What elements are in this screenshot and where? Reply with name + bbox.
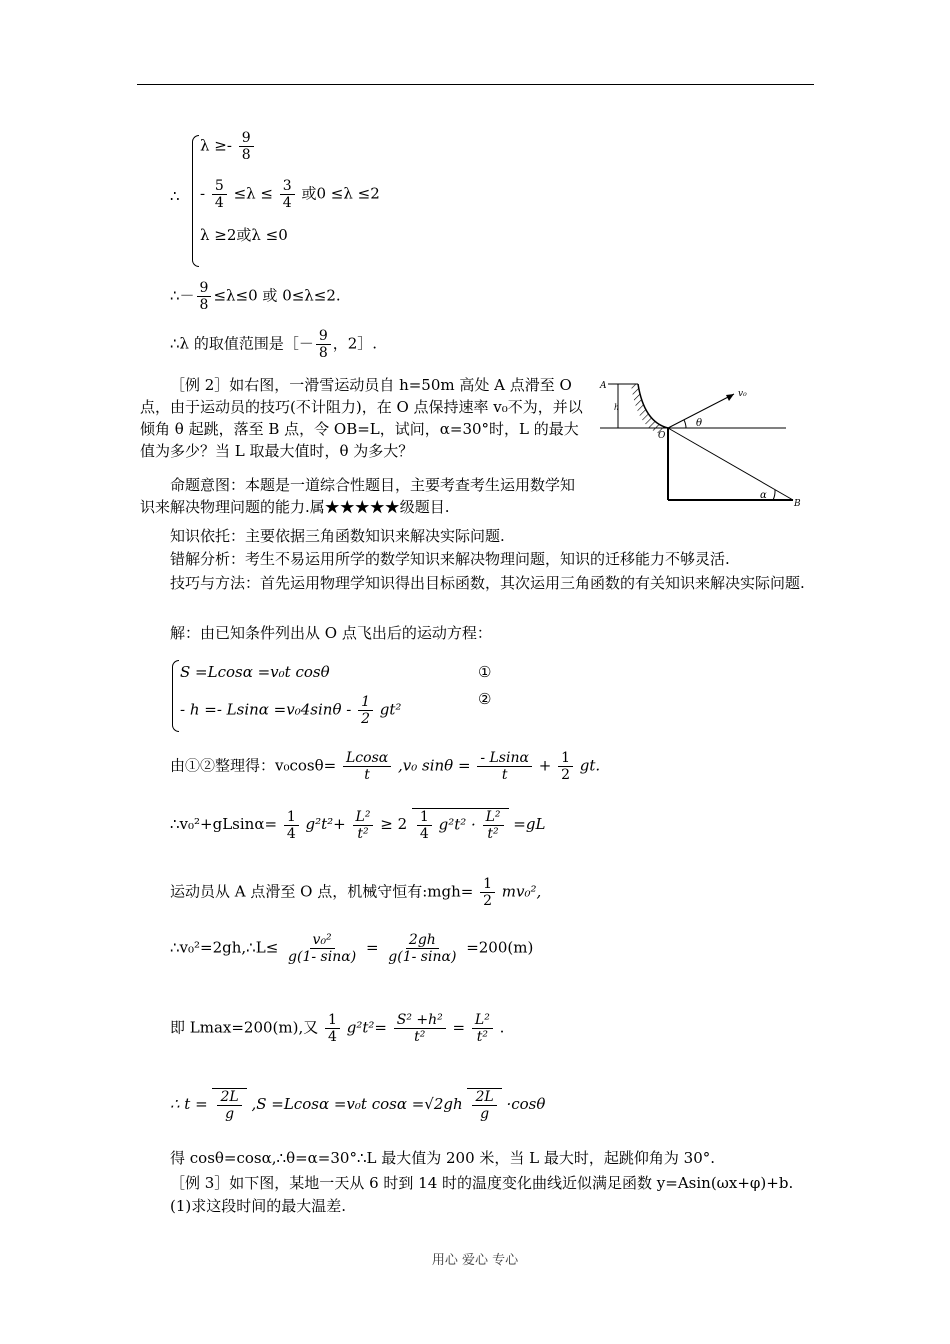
step-6: ∴ t = $\frac{2L}{g}$ ,S =Lcosα =v₀t cosα =√2gh $\frac{2L}{g}$ ·cosθ [170, 1089, 546, 1123]
system-line-2: - $\frac{5}{4}$ ≤λ ≤ $\frac{3}{4}$ 或0 ≤λ ≤2 [200, 178, 380, 212]
step-2: ∴v₀²+gLsinα= $\frac{1}{4}$ g²t²+ $\frac{\text{L²}}{\text{t²}}$ ≥ 2 $\frac{1}{4}$ g²t² · $\frac{\text{L²}}{\text{t²}}$ =gL [170, 808, 546, 843]
svg-text:h: h [614, 403, 620, 412]
step-3: 运动员从 A 点滑至 O 点，机械守恒有:mgh= $\frac{1}{2}$ mv₀², [170, 876, 542, 910]
svg-text:v₀: v₀ [738, 389, 747, 399]
equation-1: S =Lcosα =v₀t cosθ [180, 663, 330, 681]
step-1: 由①②整理得：v₀cosθ= $\frac{Lcos\alpha}{t}$ ,v₀ sinθ = $\frac{- Lsin\alpha}{t}$ + $\frac{1}{2}$ gt. [170, 750, 601, 784]
svg-text:A: A [600, 381, 607, 391]
result: 得 cosθ=cosα,∴θ=α=30°∴L 最大值为 200 米，当 L 最大时，起跳仰角为 30°. [170, 1149, 716, 1167]
svg-text:θ: θ [696, 418, 703, 429]
proposition-intent: 命题意图：本题是一道综合性题目，主要考查考生运用数学知识来解决物理问题的能力.属★★★★★级题目. [140, 476, 576, 516]
step-4: ∴v₀²=2gh,∴L≤ $\frac{\text{v₀²}}{g(1- \sin\alpha)}$ = $\frac{2gh}{g(1- \sin\alpha)}$ =200(m) [170, 932, 534, 966]
therefore-symbol: ∴ [170, 187, 180, 205]
conclusion-1: ∴－ $\frac{9}{8}$ ≤λ≤0 或 0≤λ≤2. [170, 280, 341, 314]
system-brace [192, 135, 199, 267]
conclusion-2: ∴λ 的取值范围是［－ $\frac{9}{8}$ ，2］. [170, 328, 378, 362]
system-line-3: λ ≥2或λ ≤0 [200, 226, 288, 244]
equation-1-mark: ① [478, 663, 492, 681]
svg-text:B: B [794, 499, 801, 509]
question-1: (1)求这段时间的最大温差. [170, 1197, 347, 1215]
example-3: ［例 3］如下图，某地一天从 6 时到 14 时的温度变化曲线近似满足函数 y=Asin(ωx+φ)+b. [170, 1174, 794, 1192]
step-5: 即 Lmax=200(m),又 $\frac{1}{4}$ g²t²= $\frac{\text{S² +h²}}{\text{t²}}$ = $\frac{\text{L²}}{\text{t²}}$ . [170, 1012, 505, 1046]
solution-intro: 解：由已知条件列出从 O 点飞出后的运动方程： [170, 624, 492, 642]
header-rule [137, 84, 814, 85]
svg-text:O: O [658, 431, 666, 441]
equation-2: - h =- Lsinα =v₀4sinθ - $\frac{1}{2}$ gt² [180, 694, 402, 728]
method: 技巧与方法：首先运用物理学知识得出目标函数，其次运用三角函数的有关知识来解决实际问题. [170, 574, 805, 592]
example-2: ［例 2］如右图，一滑雪运动员自 h=50m 高处 A 点滑至 O 点，由于运动员的技巧(不计阻力)，在 O 点保持速率 v₀不为，并以倾角 θ 起跳，落至 B 点，令 OB=L，试问，α=30°时，L 的最大值为多少？当 L 取最大值时，θ 为多大？ [140, 376, 583, 460]
equation-brace [172, 660, 179, 732]
svg-text:α: α [760, 490, 767, 501]
page-footer: 用心 爱心 专心 [431, 1253, 519, 1268]
equation-2-mark: ② [478, 690, 492, 708]
system-line-1: λ ≥- $\frac{9}{8}$ [200, 130, 256, 163]
ski-jump-figure [598, 372, 808, 512]
error-analysis: 错解分析：考生不易运用所学的数学知识来解决物理问题，知识的迁移能力不够灵活. [170, 550, 730, 568]
knowledge-basis: 知识依托：主要依据三角函数知识来解决实际问题. [170, 527, 505, 545]
